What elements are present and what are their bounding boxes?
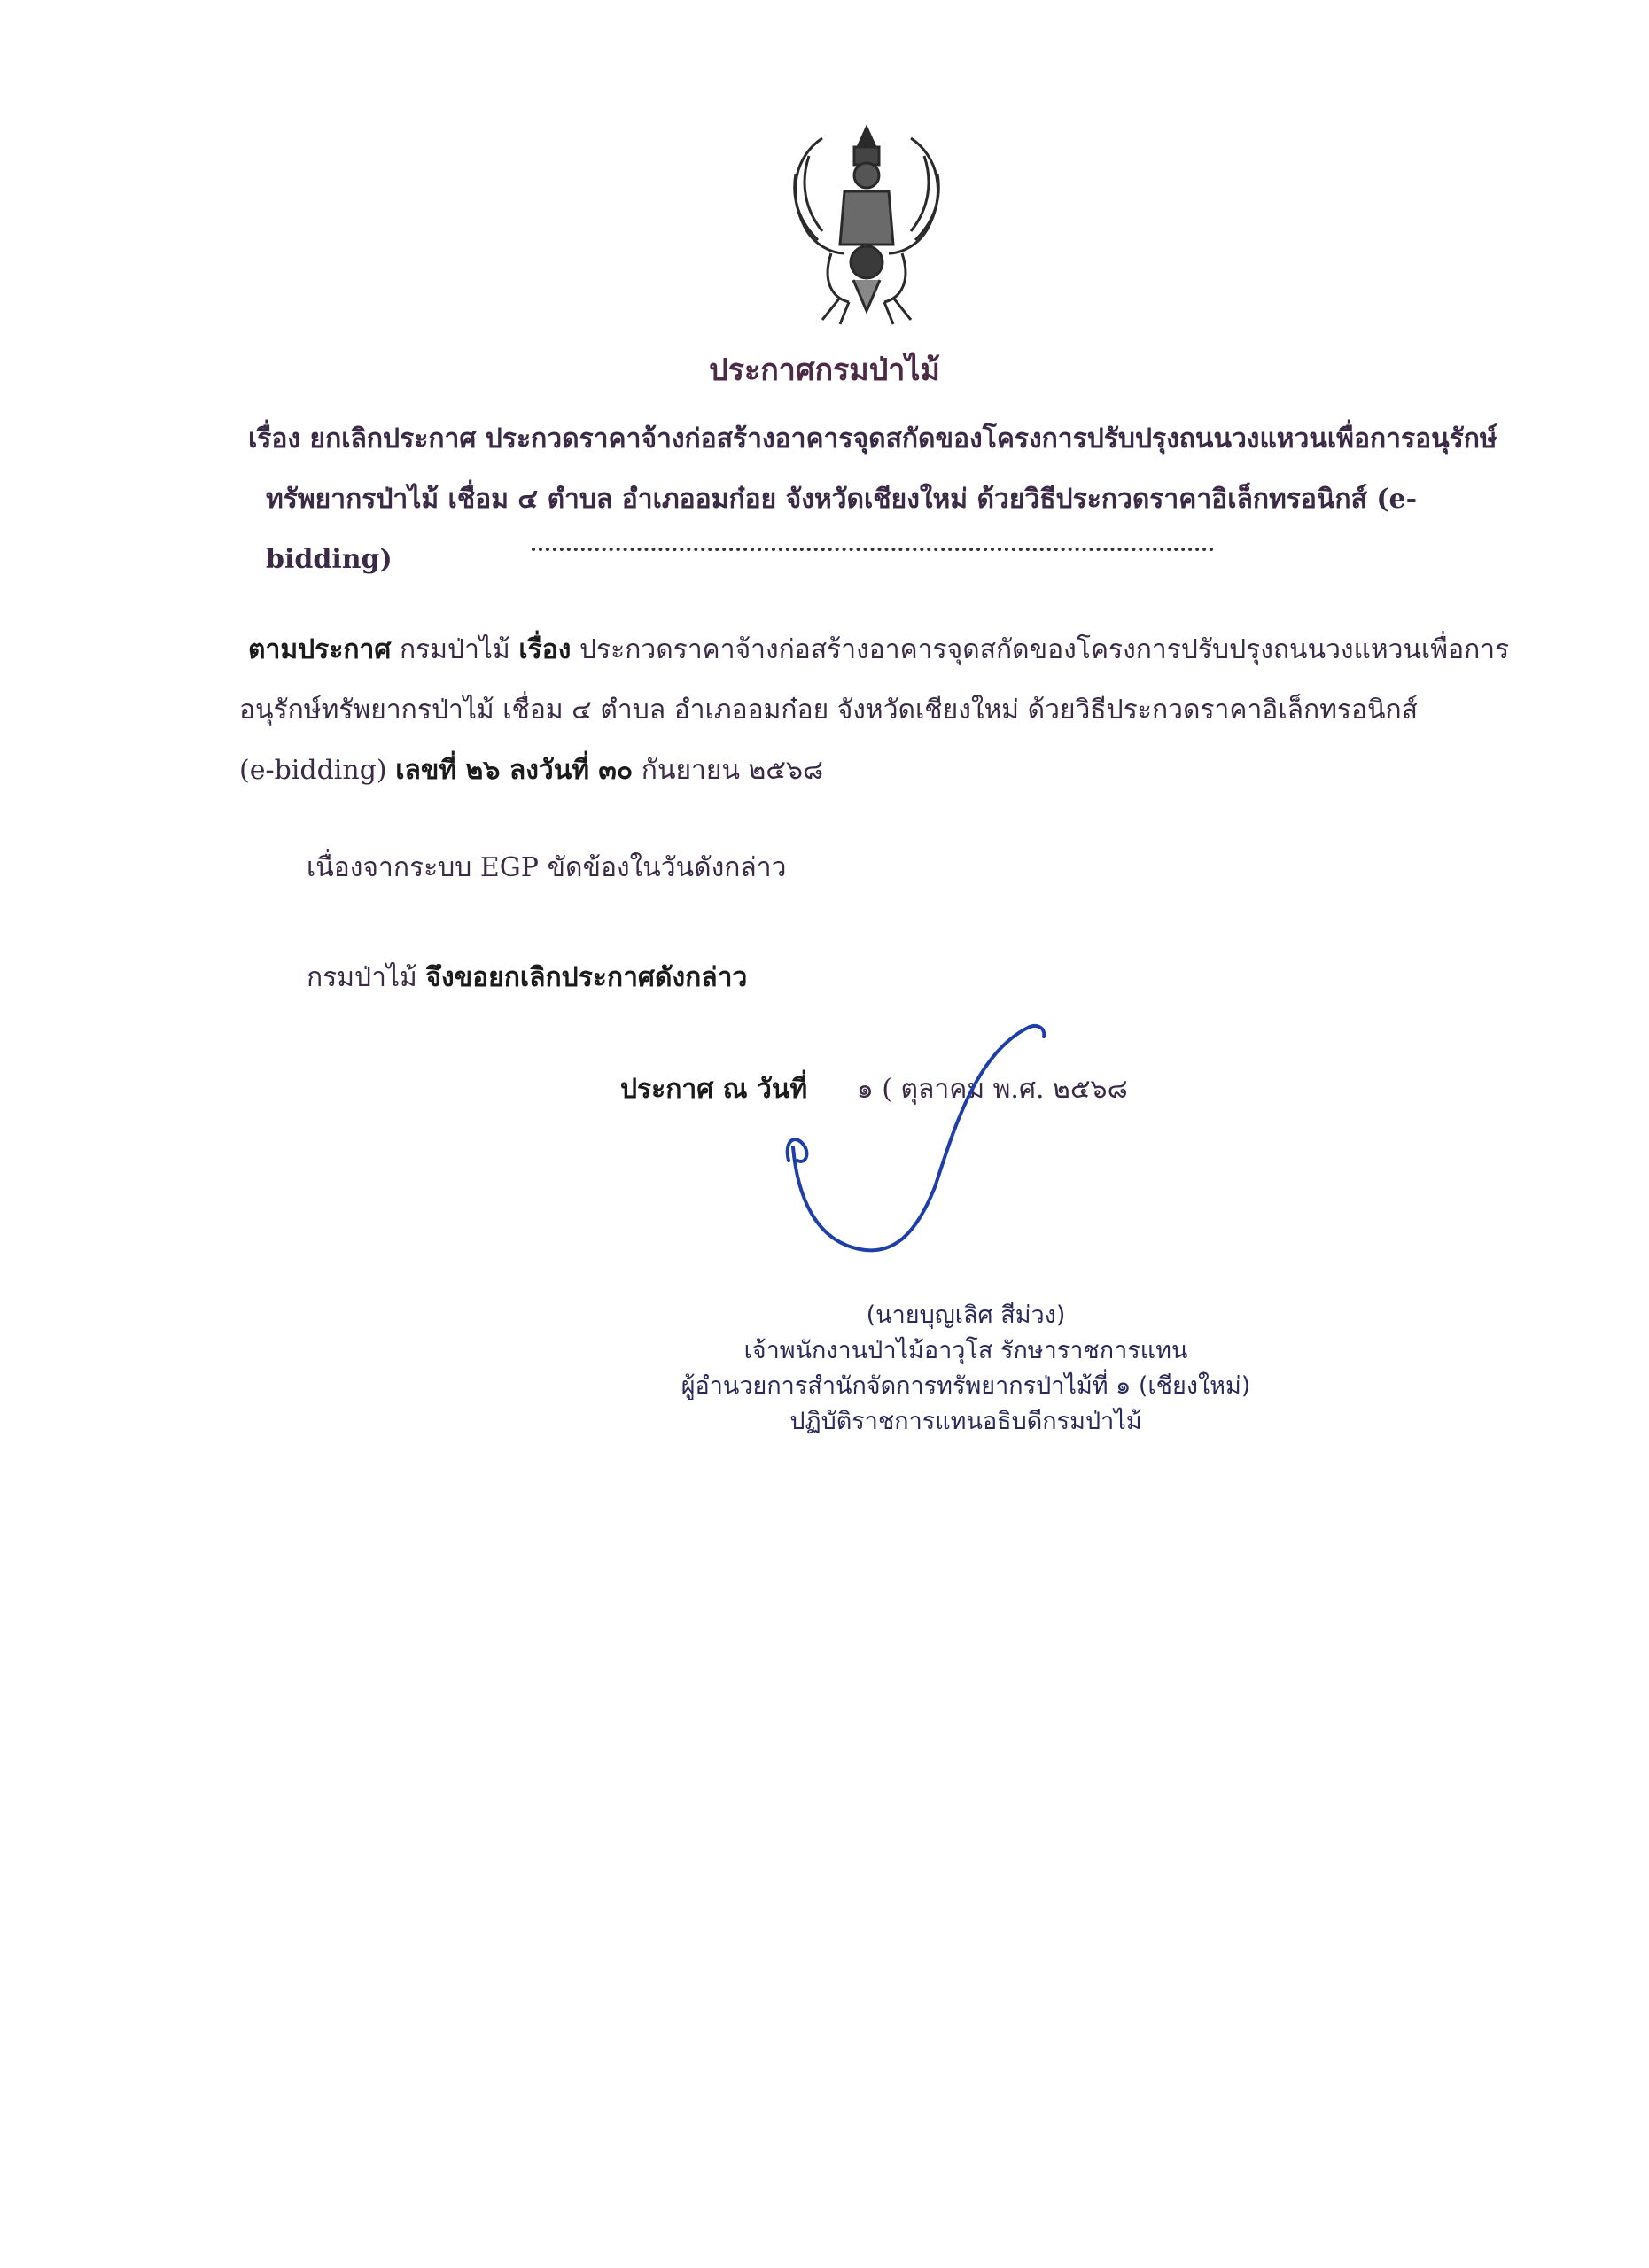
signer-position-2: ผู้อำนวยการสำนักจัดการทรัพยากรป่าไม้ที่ ๑ (เชียงใหม่) [681,1372,1251,1400]
signer-position-3: ปฏิบัติราชการแทนอธิบดีกรมป่าไม้ [789,1408,1142,1435]
subject-block [239,409,1515,590]
subject-text-1: ยกเลิกประกาศ ประกวดราคาจ้างก่อสร้างอาคารจุดสกัดของโครงการปรับปรุงถนนวงแหวนเพื่อการอนุรักษ์ [309,423,1497,454]
signer-position-1: เจ้าพนักงานป่าไม้อาวุโส รักษาราชการแทน [743,1337,1188,1364]
body-number-date: เลขที่ ๒๖ ลงวันที่ ๓๐ [395,755,634,786]
subject-label: เรื่อง [248,423,301,454]
date-value: ๑ ( ตุลาคม พ.ศ. ๒๕๖๘ [856,1074,1128,1105]
date-label: ประกาศ ณ วันที่ [620,1074,808,1105]
signer-block [620,1298,1311,1440]
body-line-1 [239,620,1515,680]
dotted-divider [532,548,1214,551]
body-month-year: กันยายน ๒๕๖๘ [641,755,824,786]
subject-line-1 [239,409,1515,470]
body-line-1-text: ประกวดราคาจ้างก่อสร้างอาคารจุดสกัดของโครงการปรับปรุงถนนวงแหวนเพื่อการ [579,634,1510,665]
garuda-emblem-icon [769,120,964,333]
body-line-2: อนุรักษ์ทรัพยากรป่าไม้ เชื่อม ๔ ตำบล อำเภออมก๋อย จังหวัดเชียงใหม่ ด้วยวิธีประกวดราคาอิเล็กทรอนิกส์ [239,695,1419,726]
body-ebidding: (e-bidding) [239,755,387,786]
cancel-statement [307,957,747,998]
cancel-text: จึงขอยกเลิกประกาศดังกล่าว [425,962,748,993]
subject-line-2: ทรัพยากรป่าไม้ เชื่อม ๔ ตำบล อำเภออมก๋อย จังหวัดเชียงใหม่ ด้วยวิธีประกวดราคาอิเล็กทรอนิกส์ (e-bidding) [266,484,1418,575]
body-paragraph [239,620,1515,801]
body-subject-label: เรื่อง [518,634,572,665]
signer-name: (นายบุญเลิศ สีม่วง) [866,1301,1066,1329]
body-prefix: ตามประกาศ [248,634,392,665]
body-agency: กรมป่าไม้ [399,634,510,665]
body-line-3 [239,741,1515,801]
cancel-agency: กรมป่าไม้ [307,962,417,993]
page-title: ประกาศกรมป่าไม้ [709,353,940,388]
reason-text: เนื่องจากระบบ EGP ขัดข้องในวันดังกล่าว [307,852,787,883]
handwritten-signature-icon [762,1001,1081,1320]
